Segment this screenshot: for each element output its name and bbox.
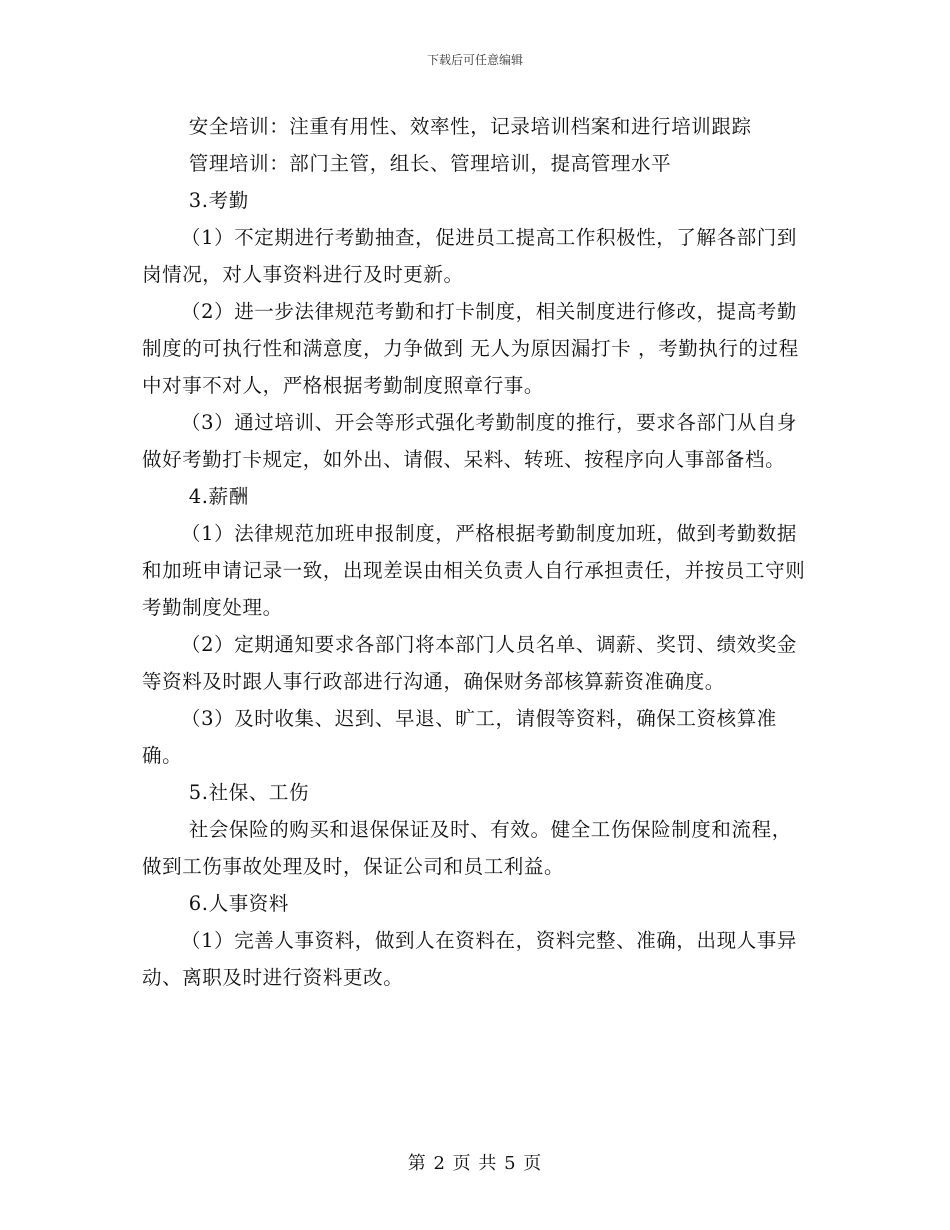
paragraph-safety-training: 安全培训：注重有用性、效率性，记录培训档案和进行培训跟踪 <box>188 115 752 138</box>
paragraph-attendance-1: （1）不定期进行考勤抽查，促进员工提高工作积极性，了解各部门到岗情况，对人事资料进行及时更新。 <box>142 226 798 286</box>
paragraph-insurance: 社会保险的购买和退保保证及时、有效。健全工伤保险制度和流程，做到工伤事故处理及时，保证公司和员工利益。 <box>142 818 792 878</box>
page-number: 第 2 页 共 5 页 <box>407 1153 543 1174</box>
section-heading-insurance: 5.社保、工伤 <box>188 781 310 804</box>
paragraph-personnel-1: （1）完善人事资料，做到人在资料在，资料完整、准确，出现人事异动、离职及时进行资料更改。 <box>142 929 798 989</box>
paragraph-management-training: 管理培训：部门主管，组长、管理培训，提高管理水平 <box>188 152 672 175</box>
document-body <box>142 108 810 996</box>
paragraph-salary-3: （3）及时收集、迟到、早退、旷工，请假等资料，确保工资核算准确。 <box>142 707 777 767</box>
section-heading-personnel: 6.人事资料 <box>188 892 290 915</box>
page-header: 下载后可任意编辑 <box>426 53 523 67</box>
paragraph-attendance-2: （2）进一步法律规范考勤和打卡制度，相关制度进行修改，提高考勤制度的可执行性和满意度，力争做到 无人为原因漏打卡 ，考勤执行的过程中对事不对人，严格根据考勤制度照章行事。 <box>142 300 799 397</box>
paragraph-salary-1: （1）法律规范加班申报制度，严格根据考勤制度加班，做到考勤数据和加班申请记录一致，出现差误由相关负责人自行承担责任，并按员工守则考勤制度处理。 <box>142 522 806 619</box>
paragraph-salary-2: （2）定期通知要求各部门将本部门人员名单、调薪、奖罚、绩效奖金等资料及时跟人事行政部进行沟通，确保财务部核算薪资准确度。 <box>142 633 798 693</box>
paragraph-attendance-3: （3）通过培训、开会等形式强化考勤制度的推行，要求各部门从自身做好考勤打卡规定，如外出、请假、呆料、转班、按程序向人事部备档。 <box>142 411 798 471</box>
section-heading-salary: 4.薪酬 <box>188 485 249 508</box>
section-heading-attendance: 3.考勤 <box>188 189 249 212</box>
